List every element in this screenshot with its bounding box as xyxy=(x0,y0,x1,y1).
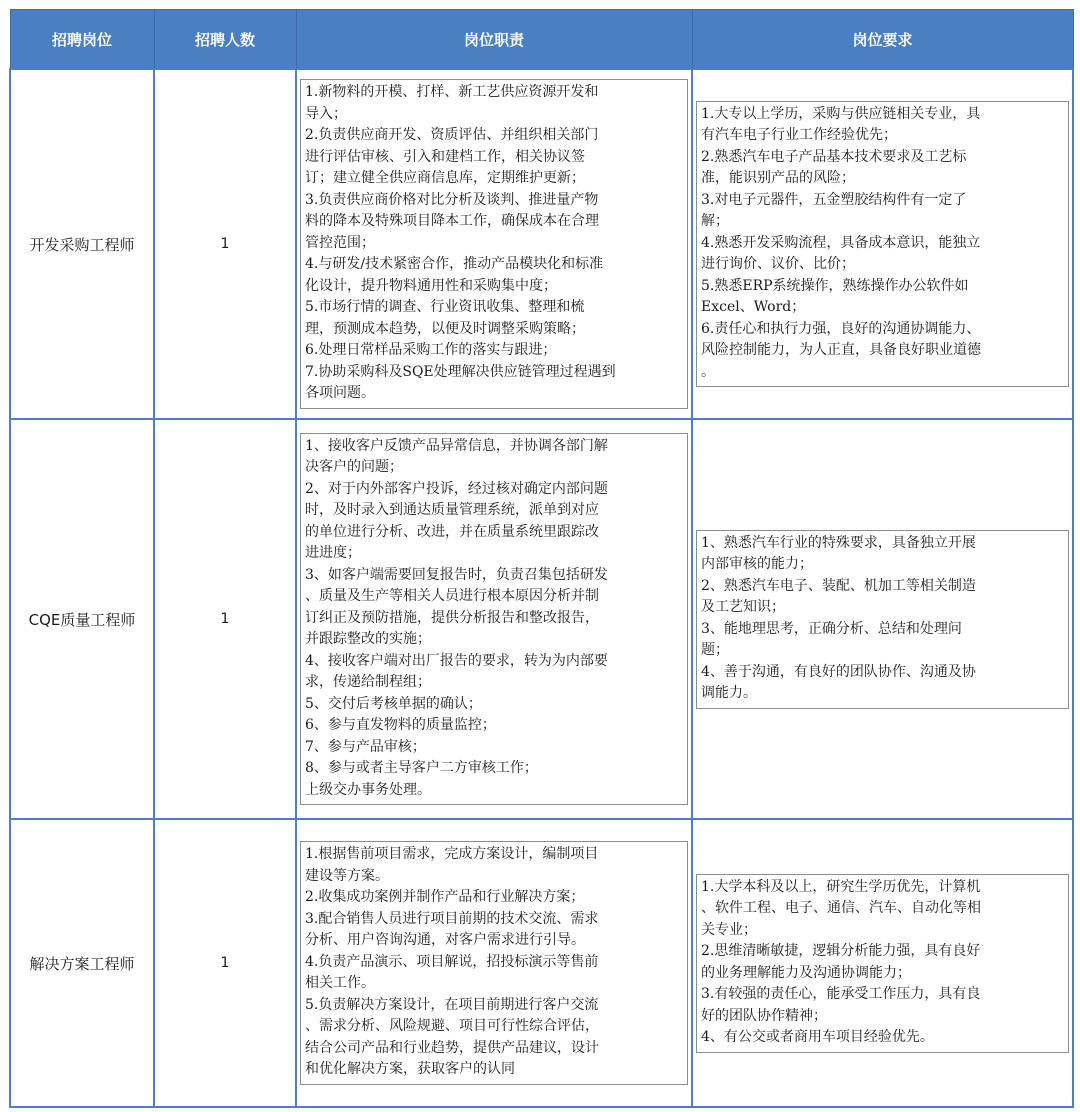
duties-box xyxy=(300,433,688,806)
duty-line: 结合公司产品和行业趋势，提供产品建议，设计 xyxy=(305,1039,599,1056)
requirement-line: 关专业； xyxy=(701,921,757,938)
duty-line: 4.负责产品演示、项目解说，招投标演示等售前 xyxy=(305,953,599,970)
duty-line: 和优化解决方案，获取客户的认同 xyxy=(305,1061,515,1078)
requirement-line: 风险控制能力，为人正直，具备良好职业道德 xyxy=(701,342,981,359)
duty-line: 1、接收客户反馈产品异常信息，并协调各部门解 xyxy=(305,437,608,454)
duty-line: 、需求分析、风险规避、项目可行性综合评估， xyxy=(305,1018,599,1035)
duty-line: 4、接收客户端对出厂报告的要求，转为为内部要 xyxy=(305,652,608,669)
requirement-line: 6.责任心和执行力强，良好的沟通协调能力、 xyxy=(701,320,981,337)
duties-box xyxy=(300,841,688,1085)
position-cell: CQE质量工程师 xyxy=(10,419,154,819)
recruitment-table xyxy=(9,9,1074,1108)
duty-line: 3.配合销售人员进行项目前期的技术交流、需求 xyxy=(305,910,599,927)
requirement-line: 4.熟悉开发采购流程，具备成本意识，能独立 xyxy=(701,234,981,251)
duty-line: 1.根据售前项目需求，完成方案设计，编制项目 xyxy=(305,846,599,863)
duty-line: 2.负责供应商开发、资质评估、并组织相关部门 xyxy=(305,127,599,144)
table-row xyxy=(10,819,1073,1107)
header-duties: 岗位职责 xyxy=(296,10,692,70)
duty-line: 时，及时录入到通达质量管理系统，派单到对应 xyxy=(305,502,599,519)
duty-line: 进进度； xyxy=(305,545,361,562)
duty-line: 、质量及生产等相关人员进行根本原因分析并制 xyxy=(305,588,599,605)
requirement-line: 3.对电子元器件，五金塑胶结构件有一定了 xyxy=(701,191,967,208)
requirement-line: 1、熟悉汽车行业的特殊要求，具备独立开展 xyxy=(701,534,976,551)
duty-line: 5.市场行情的调查、行业资讯收集、整理和梳 xyxy=(305,299,585,316)
duty-line: 相关工作。 xyxy=(305,975,375,992)
requirement-line: 内部审核的能力； xyxy=(701,556,813,572)
requirement-line: 2、熟悉汽车电子、装配、机加工等相关制造 xyxy=(701,577,976,594)
duty-line: 化设计，提升物料通用性和采购集中度； xyxy=(305,277,557,294)
requirement-line: 及工艺知识； xyxy=(701,599,785,615)
requirement-line: 解； xyxy=(701,213,729,230)
requirement-line: 5.熟悉ERP系统操作，熟练操作办公软件如 xyxy=(701,277,969,294)
requirement-line: 调能力。 xyxy=(701,685,757,701)
duty-line: 5、交付后考核单据的确认； xyxy=(305,695,482,712)
duty-line: 7.协助采购科及SQE处理解决供应链管理过程遇到 xyxy=(305,363,616,380)
requirement-line: 好的团队协作精神； xyxy=(701,1007,827,1024)
duty-line: 的单位进行分析、改进，并在质量系统里跟踪改 xyxy=(305,523,599,540)
duty-line: 管控范围； xyxy=(305,234,375,251)
duty-line: 建设等方案。 xyxy=(305,867,389,884)
duty-line: 上级交办事务处理。 xyxy=(305,781,431,798)
duties-cell xyxy=(296,69,692,419)
duty-line: 7、参与产品审核； xyxy=(305,738,426,755)
duty-line: 8、参与或者主导客户二方审核工作； xyxy=(305,760,538,777)
requirement-line: 1.大学本科及以上，研究生学历优先，计算机 xyxy=(701,878,981,895)
duties-cell xyxy=(296,819,692,1107)
requirement-line: 的业务理解能力及沟通协调能力； xyxy=(701,964,911,981)
duty-line: 并跟踪整改的实施； xyxy=(305,631,431,648)
requirement-line: 准，能识别产品的风险； xyxy=(701,170,855,187)
requirement-line: 。 xyxy=(701,363,715,380)
requirements-cell xyxy=(692,419,1073,819)
requirement-line: 进行询价、议价、比价； xyxy=(701,256,855,273)
duty-line: 理，预测成本趋势，以便及时调整采购策略； xyxy=(305,320,585,337)
duty-line: 2、对于内外部客户投诉，经过核对确定内部问题 xyxy=(305,480,608,497)
duty-line: 进行评估审核、引入和建档工作，相关协议签 xyxy=(305,148,585,165)
duty-line: 决客户的问题； xyxy=(305,459,403,476)
position-cell: 开发采购工程师 xyxy=(10,69,154,419)
count-cell: 1 xyxy=(154,819,296,1107)
duty-line: 4.与研发/技术紧密合作，推动产品模块化和标准 xyxy=(305,256,604,273)
duties-box xyxy=(300,79,688,409)
header-requirements: 岗位要求 xyxy=(692,10,1073,70)
requirement-line: 4、善于沟通，有良好的团队协作、沟通及协 xyxy=(701,663,976,680)
requirements-box xyxy=(696,530,1069,709)
requirement-line: 3、能地理思考，正确分析、总结和处理问 xyxy=(701,620,962,637)
requirement-line: 3.有较强的责任心，能承受工作压力，具有良 xyxy=(701,986,981,1002)
requirements-cell xyxy=(692,69,1073,419)
duty-line: 求，传递给制程组； xyxy=(305,674,431,691)
duty-line: 订纠正及预防措施，提供分析报告和整改报告， xyxy=(305,609,599,626)
duty-line: 5.负责解决方案设计，在项目前期进行客户交流 xyxy=(305,996,599,1013)
duty-line: 料的降本及特殊项目降本工作，确保成本在合理 xyxy=(305,213,599,230)
duty-line: 6、参与直发物料的质量监控； xyxy=(305,717,496,734)
duty-line: 分析、用户咨询沟通，对客户需求进行引导。 xyxy=(305,932,585,949)
requirement-line: 1.大专以上学历，采购与供应链相关专业，具 xyxy=(701,105,981,122)
requirement-line: 2.思维清晰敏捷，逻辑分析能力强，具有良好 xyxy=(701,943,981,959)
duty-line: 6.处理日常样品采购工作的落实与跟进； xyxy=(305,342,557,359)
table-row xyxy=(10,69,1073,419)
duty-line: 3、如客户端需要回复报告时，负责召集包括研发 xyxy=(305,566,608,583)
duty-line: 订；建立健全供应商信息库，定期维护更新； xyxy=(305,170,585,187)
header-count: 招聘人数 xyxy=(154,10,296,70)
duty-line: 2.收集成功案例并制作产品和行业解决方案； xyxy=(305,889,585,906)
requirement-line: 有汽车电子行业工作经验优先； xyxy=(701,127,897,144)
header-position: 招聘岗位 xyxy=(10,10,154,70)
duty-line: 导入； xyxy=(305,105,347,122)
duty-line: 各项问题。 xyxy=(305,385,375,402)
table-row xyxy=(10,419,1073,819)
requirements-box xyxy=(696,874,1069,1053)
header-row xyxy=(10,10,1073,70)
requirement-line: 2.熟悉汽车电子产品基本技术要求及工艺标 xyxy=(701,148,967,165)
count-cell: 1 xyxy=(154,69,296,419)
duty-line: 3.负责供应商价格对比分析及谈判、推进量产物 xyxy=(305,191,599,208)
duties-cell xyxy=(296,419,692,819)
requirement-line: 、软件工程、电子、通信、汽车、自动化等相 xyxy=(701,900,981,916)
position-cell: 解决方案工程师 xyxy=(10,819,154,1107)
count-cell: 1 xyxy=(154,419,296,819)
requirements-cell xyxy=(692,819,1073,1107)
duty-line: 1.新物料的开模、打样、新工艺供应资源开发和 xyxy=(305,84,599,101)
requirement-line: 4、有公交或者商用车项目经验优先。 xyxy=(701,1029,934,1045)
requirement-line: Excel、Word； xyxy=(701,299,806,316)
requirement-line: 题； xyxy=(701,642,729,658)
requirements-box xyxy=(696,101,1069,388)
